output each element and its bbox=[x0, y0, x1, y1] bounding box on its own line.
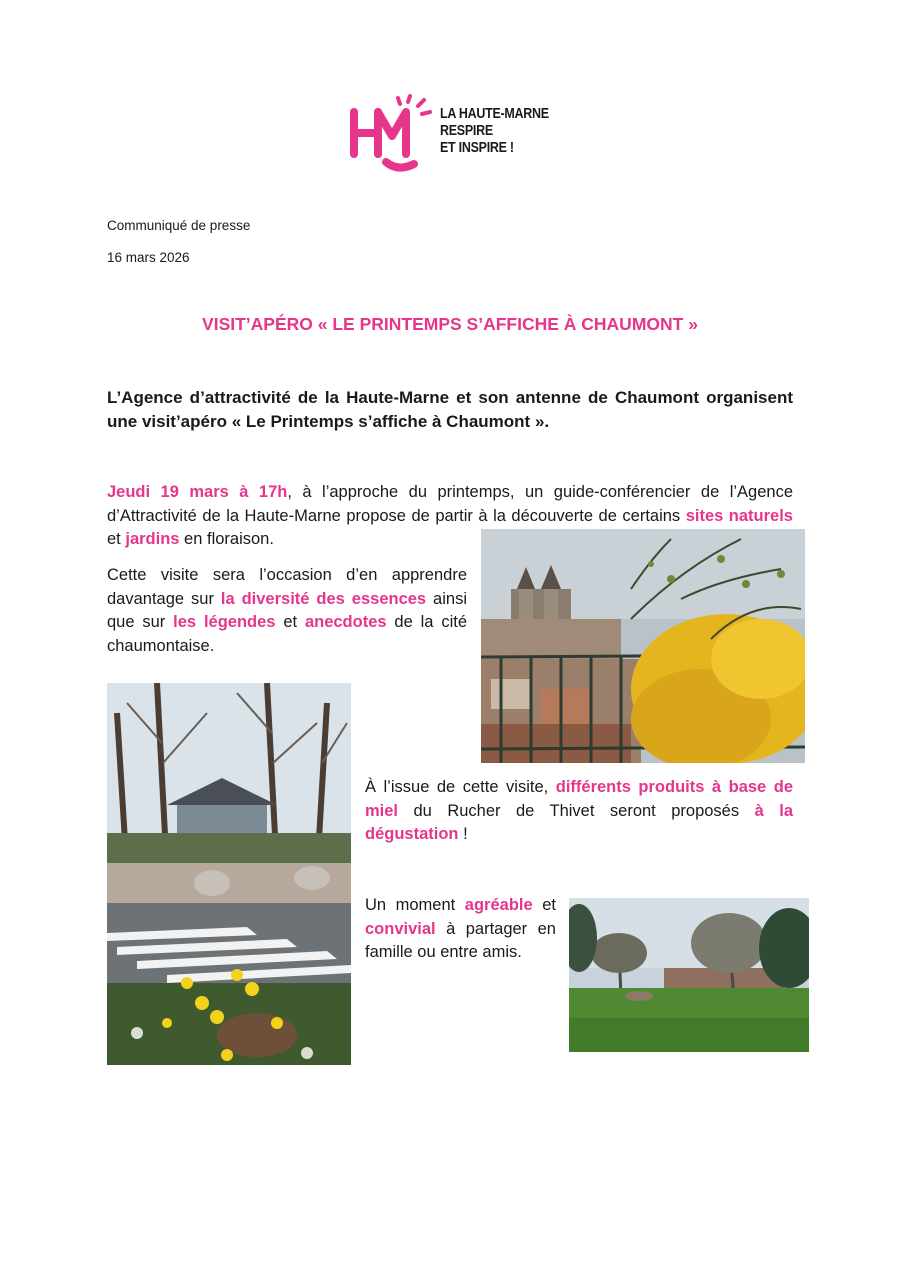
text: du Rucher de Thivet seront proposés bbox=[398, 801, 755, 820]
photo-chaumont-view bbox=[481, 529, 805, 763]
page-title: VISIT’APÉRO « LE PRINTEMPS S’AFFICHE À CHAUMONT » bbox=[202, 314, 698, 334]
lead-paragraph: L’Agence d’attractivité de la Haute-Marne et son antenne de Chaumont organisent une visit’apéro « Le Printemps s’affiche à Chaumont ». bbox=[107, 388, 793, 431]
paragraph-moment bbox=[365, 894, 556, 965]
highlight-degustation: à la dégustation bbox=[365, 801, 793, 843]
highlight-miel: différents produits à base de miel bbox=[365, 778, 794, 820]
highlight-sites: sites naturels bbox=[685, 506, 793, 525]
logo-line-1: LA HAUTE-MARNE bbox=[440, 106, 549, 122]
paragraph-honey bbox=[365, 776, 793, 847]
text: et bbox=[275, 613, 305, 631]
highlight-date: Jeudi 19 mars à 17h bbox=[107, 483, 288, 501]
text: Un moment bbox=[365, 896, 465, 914]
logo-line-3: ET INSPIRE ! bbox=[440, 140, 514, 156]
highlight-agreable: agréable bbox=[464, 896, 533, 914]
text: de la cité chaumontaise. bbox=[107, 613, 467, 655]
highlight-essences: la diversité des essences bbox=[220, 589, 427, 608]
text: , à l’approche du printemps, un guide-conférencier de l’Agence d’Attractivité de la Haute-Marne propose de partir à la découverte de certains bbox=[107, 483, 793, 525]
doc-type: Communiqué de presse bbox=[107, 218, 251, 233]
text: À l’issue de cette visite, bbox=[365, 778, 556, 796]
text: à partager en famille ou entre amis. bbox=[365, 919, 556, 961]
doc-date: 16 mars 2026 bbox=[107, 250, 190, 265]
text: en floraison. bbox=[179, 530, 274, 548]
brand-logo bbox=[348, 92, 553, 174]
highlight-convivial: convivial bbox=[365, 919, 436, 938]
logo-line-2: RESPIRE bbox=[440, 123, 493, 139]
photo-green-lawn bbox=[569, 898, 809, 1052]
text: ! bbox=[458, 825, 468, 843]
text: et bbox=[107, 530, 126, 548]
text: ainsi que sur bbox=[107, 589, 467, 631]
paragraph-visit bbox=[107, 564, 467, 658]
photo-park-daffodils bbox=[107, 683, 351, 1065]
text: Cette visite sera l’occasion d’en apprendre davantage sur bbox=[107, 566, 467, 608]
highlight-anecdotes: anecdotes bbox=[304, 613, 387, 631]
hm-logo-icon bbox=[348, 92, 440, 174]
text: et bbox=[532, 896, 556, 914]
highlight-legendes: les légendes bbox=[173, 613, 276, 631]
highlight-jardins: jardins bbox=[125, 530, 180, 548]
